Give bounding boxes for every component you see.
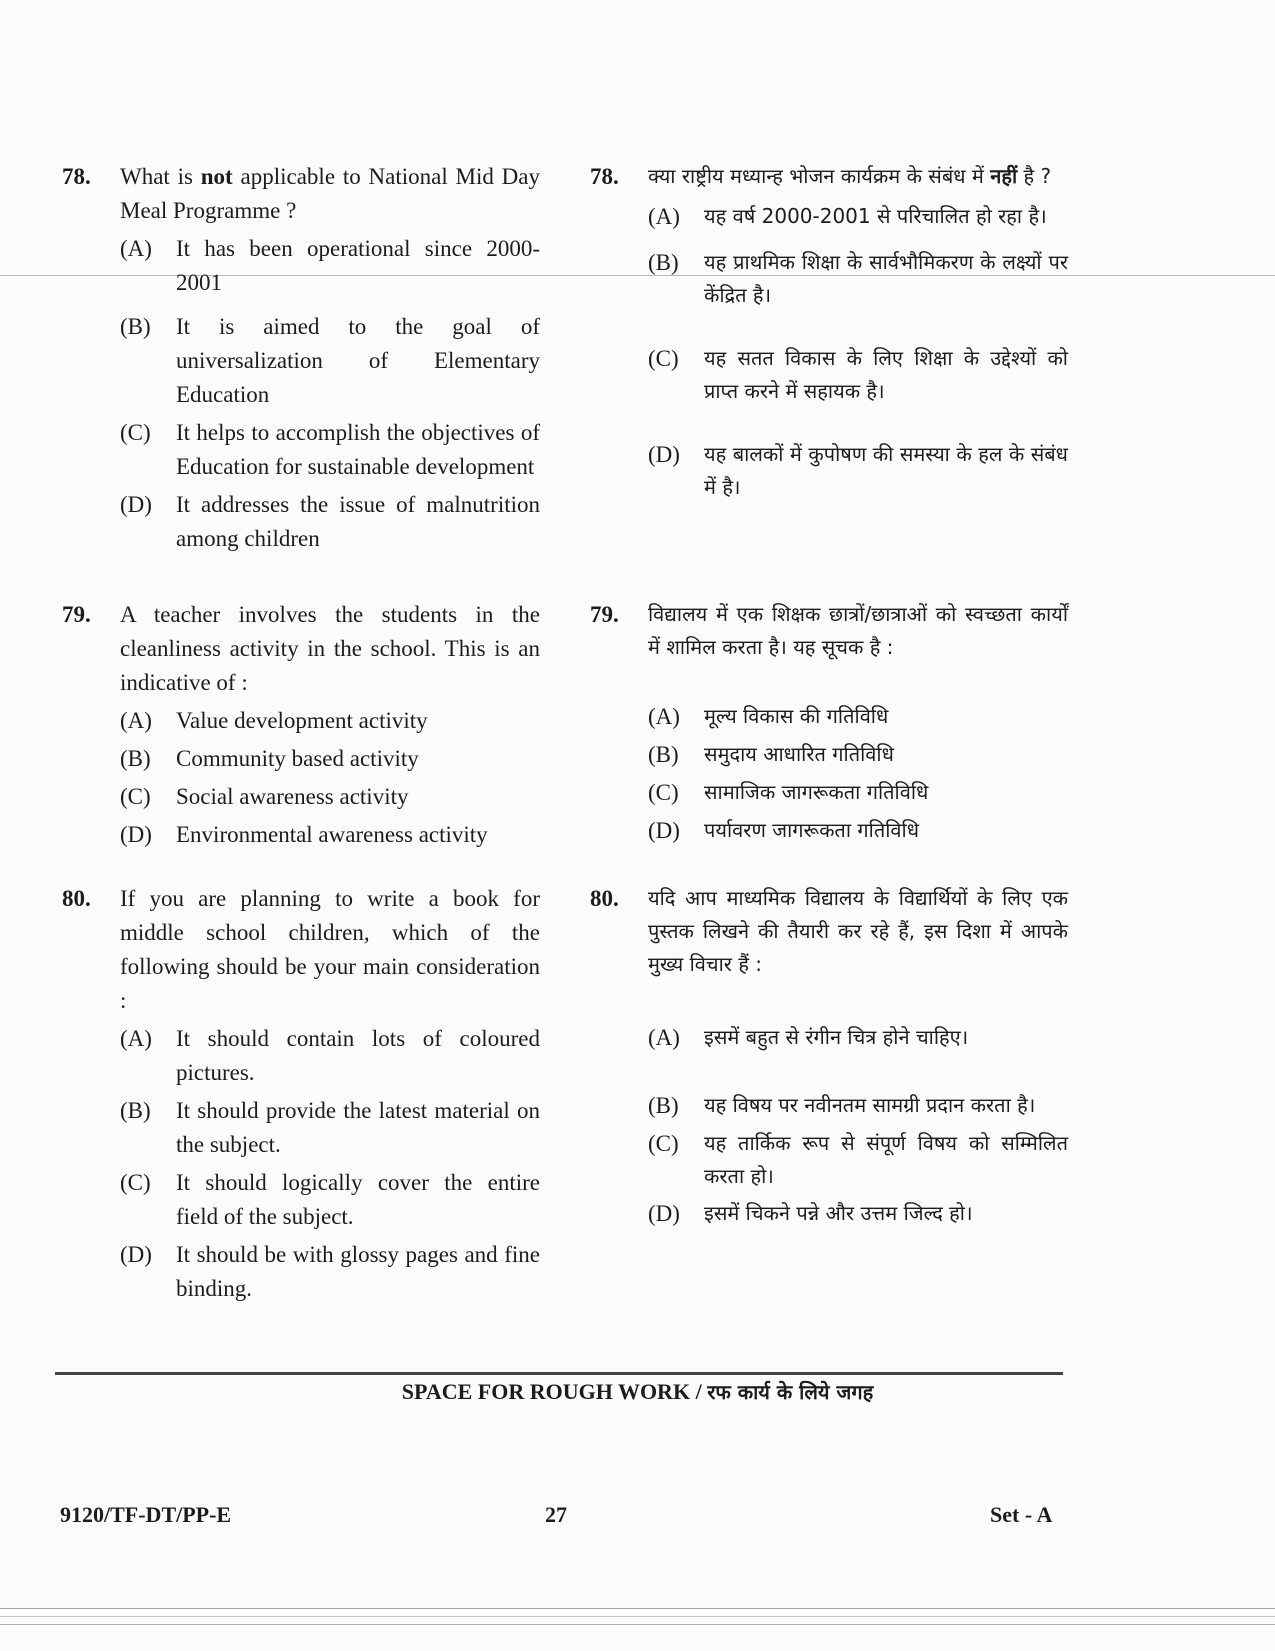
scan-line [0, 1608, 1275, 1609]
option-a: (A) It should contain lots of coloured pictures. [120, 1026, 540, 1085]
option-c: (C) Social awareness activity [120, 784, 409, 809]
question-number: 78. [590, 164, 619, 189]
question-number: 80. [590, 886, 619, 911]
option-b: (B) It is aimed to the goal of universalization of Elementary Education [120, 314, 540, 407]
option-b: (B) It should provide the latest material on the subject. [120, 1098, 540, 1157]
scan-line [0, 1624, 1275, 1625]
question-number: 78. [62, 164, 91, 189]
question-78-en [62, 160, 540, 556]
option-d: (D) It addresses the issue of malnutrition among children [120, 492, 540, 551]
option-d: (D) It should be with glossy pages and fine binding. [120, 1242, 540, 1301]
scan-line [0, 1616, 1275, 1617]
question-80-en [62, 882, 540, 1306]
rough-work-english: SPACE FOR ROUGH WORK [401, 1379, 691, 1404]
rough-work-hindi: रफ कार्य के लिये जगह [707, 1380, 874, 1404]
option-c: (C) It should logically cover the entire field of the subject. [120, 1170, 540, 1229]
set-label: Set - A [990, 1502, 1053, 1527]
question-number: 80. [62, 886, 91, 911]
option-b: (B) समुदाय आधारित गतिविधि [648, 742, 894, 767]
option-b: (B) Community based activity [120, 746, 419, 771]
question-79-en [62, 598, 540, 852]
question-79-hi [590, 598, 1068, 848]
rough-work-separator: / [690, 1379, 708, 1404]
question-text: क्या राष्ट्रीय मध्यान्ह भोजन कार्यक्रम के संबंध में नहीं है ? [648, 164, 1052, 188]
question-number: 79. [62, 602, 91, 627]
question-text: A teacher involves the students in the cleanliness activity in the school. This is an indicative of : [120, 602, 540, 695]
rough-work-caption [0, 1378, 1275, 1405]
question-text: What is not applicable to National Mid Day Meal Programme ? [120, 164, 540, 223]
divider-rule [55, 1372, 1063, 1375]
question-78-hi [590, 160, 1068, 504]
option-d: (D) यह बालकों में कुपोषण की समस्या के हल के संबंध में है। [648, 442, 1068, 499]
option-d: (D) इसमें चिकने पन्ने और उत्तम जिल्द हो। [648, 1201, 973, 1226]
option-b: (B) यह विषय पर नवीनतम सामग्री प्रदान करता है। [648, 1093, 1036, 1118]
option-c: (C) सामाजिक जागरूकता गतिविधि [648, 780, 929, 805]
question-80-hi [590, 882, 1068, 1231]
option-a: (A) इसमें बहुत से रंगीन चित्र होने चाहिए। [648, 1025, 969, 1050]
option-a: (A) Value development activity [120, 708, 428, 733]
option-d: (D) Environmental awareness activity [120, 822, 488, 847]
question-text: यदि आप माध्यमिक विद्यालय के विद्यार्थियों के लिए एक पुस्तक लिखने की तैयारी कर रहे हैं, इस दिशा में आपके मुख्य विचार हैं : [648, 886, 1068, 976]
page-number: 27 [545, 1502, 567, 1527]
footer-code: 9120/TF-DT/PP-E [60, 1502, 232, 1527]
question-text: If you are planning to write a book for middle school children, which of the following should be your main consideration : [120, 886, 540, 1013]
question-number: 79. [590, 602, 619, 627]
option-a: (A) मूल्य विकास की गतिविधि [648, 704, 889, 729]
option-a: (A) यह वर्ष 2000-2001 से परिचालित हो रहा है। [648, 204, 1047, 229]
option-c: (C) It helps to accomplish the objectives of Education for sustainable development [120, 420, 540, 479]
question-text: विद्यालय में एक शिक्षक छात्रों/छात्राओं को स्वच्छता कार्यों में शामिल करता है। यह सूचक है : [648, 602, 1068, 659]
option-c: (C) यह तार्किक रूप से संपूर्ण विषय को सम्मिलित करता हो। [648, 1131, 1068, 1188]
option-d: (D) पर्यावरण जागरूकता गतिविधि [648, 818, 919, 843]
option-b: (B) यह प्राथमिक शिक्षा के सार्वभौमिकरण के लक्ष्यों पर केंद्रित है। [648, 250, 1068, 307]
option-a: (A) It has been operational since 2000-2001 [120, 236, 540, 295]
option-c: (C) यह सतत विकास के लिए शिक्षा के उद्देश्यों को प्राप्त करने में सहायक है। [648, 346, 1068, 403]
